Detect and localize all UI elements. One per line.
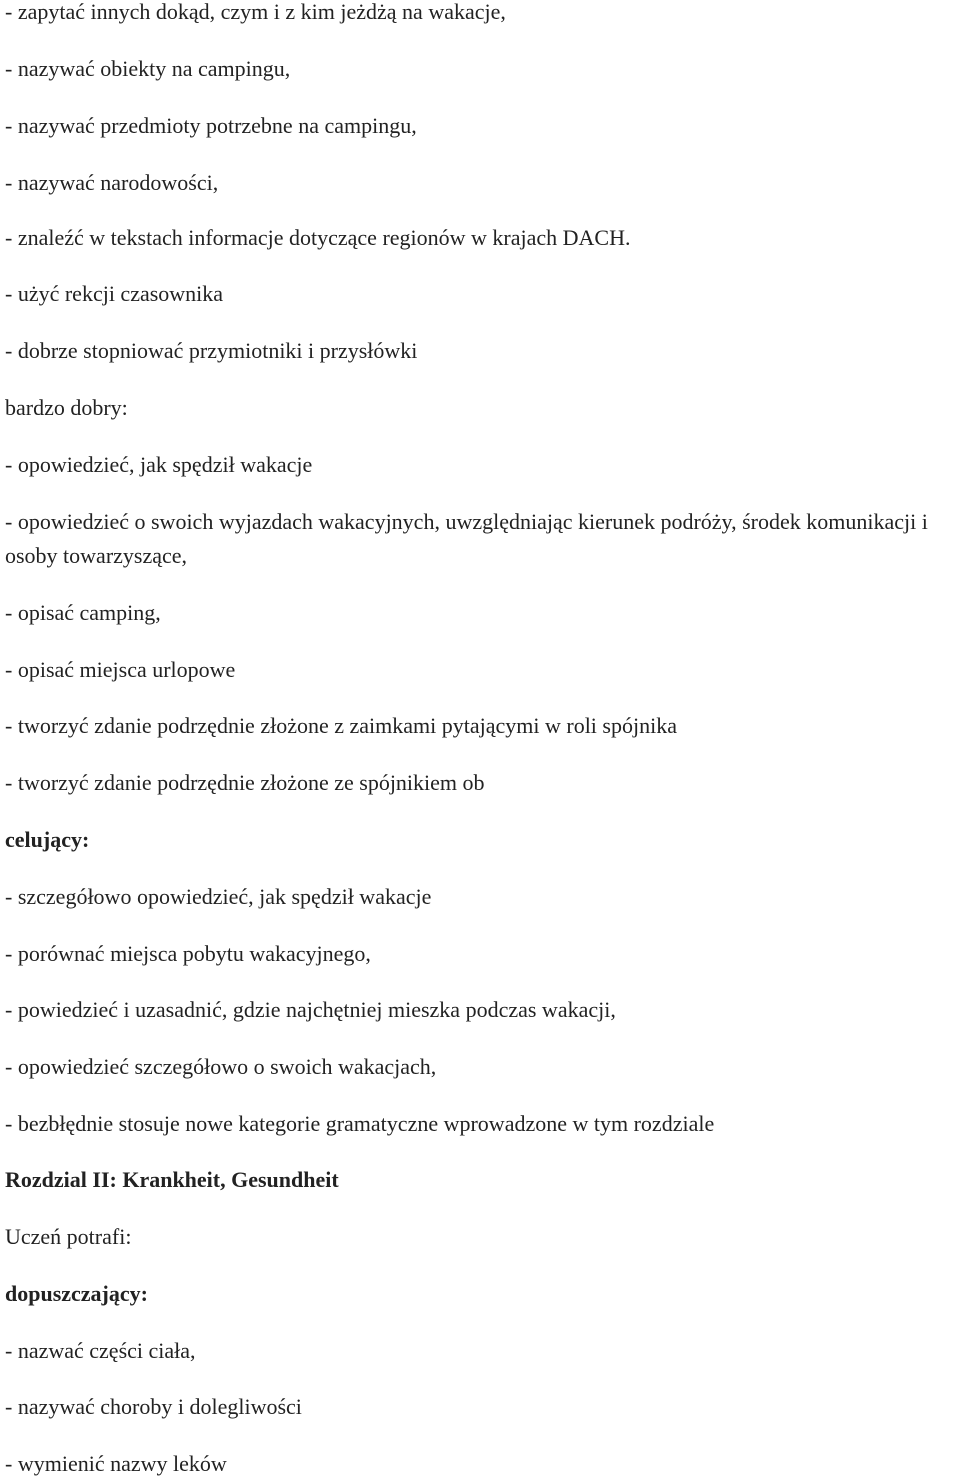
text-line: - powiedzieć i uzasadnić, gdzie najchętniej mieszka podczas wakacji,	[5, 997, 616, 1022]
text-line: - porównać miejsca pobytu wakacyjnego,	[5, 941, 371, 966]
text-line: - tworzyć zdanie podrzędnie złożone ze spójnikiem ob	[5, 770, 485, 795]
text-line: - nazwać części ciała,	[5, 1338, 196, 1363]
text-line: - nazywać przedmioty potrzebne na campingu,	[5, 113, 417, 138]
chapter-heading: Rozdzial II: Krankheit, Gesundheit	[5, 1167, 339, 1192]
grade-heading-celujacy: celujący:	[5, 827, 90, 852]
text-line: - wymienić nazwy leków	[5, 1451, 227, 1476]
text-line: - opowiedzieć, jak spędził wakacje	[5, 452, 313, 477]
text-line: - opisać miejsca urlopowe	[5, 657, 236, 682]
grade-heading-bardzo-dobry: bardzo dobry:	[5, 395, 128, 420]
text-line: - dobrze stopniować przymiotniki i przysłówki	[5, 338, 418, 363]
text-line: - zapytać innych dokąd, czym i z kim jeżdżą na wakacje,	[5, 0, 506, 24]
text-line: - szczegółowo opowiedzieć, jak spędził wakacje	[5, 884, 432, 909]
text-line: - tworzyć zdanie podrzędnie złożone z zaimkami pytającymi w roli spójnika	[5, 713, 677, 738]
text-line: - nazywać choroby i dolegliwości	[5, 1394, 302, 1419]
text-line: - opowiedzieć o swoich wyjazdach wakacyjnych, uwzględniając kierunek podróży, środek komunikacji i osoby towarzyszące,	[5, 509, 928, 568]
grade-heading-dopuszczajacy: dopuszczający:	[5, 1281, 148, 1306]
text-line: - znaleźć w tekstach informacje dotyczące regionów w krajach DACH.	[5, 225, 631, 250]
text-line: Uczeń potrafi:	[5, 1224, 132, 1249]
text-line: - nazywać narodowości,	[5, 170, 219, 195]
text-line: - nazywać obiekty na campingu,	[5, 56, 291, 81]
text-line: - bezbłędnie stosuje nowe kategorie gramatyczne wprowadzone w tym rozdziale	[5, 1111, 715, 1136]
text-line: - użyć rekcji czasownika	[5, 281, 224, 306]
text-line: - opisać camping,	[5, 600, 161, 625]
text-line: - opowiedzieć szczegółowo o swoich wakacjach,	[5, 1054, 437, 1079]
